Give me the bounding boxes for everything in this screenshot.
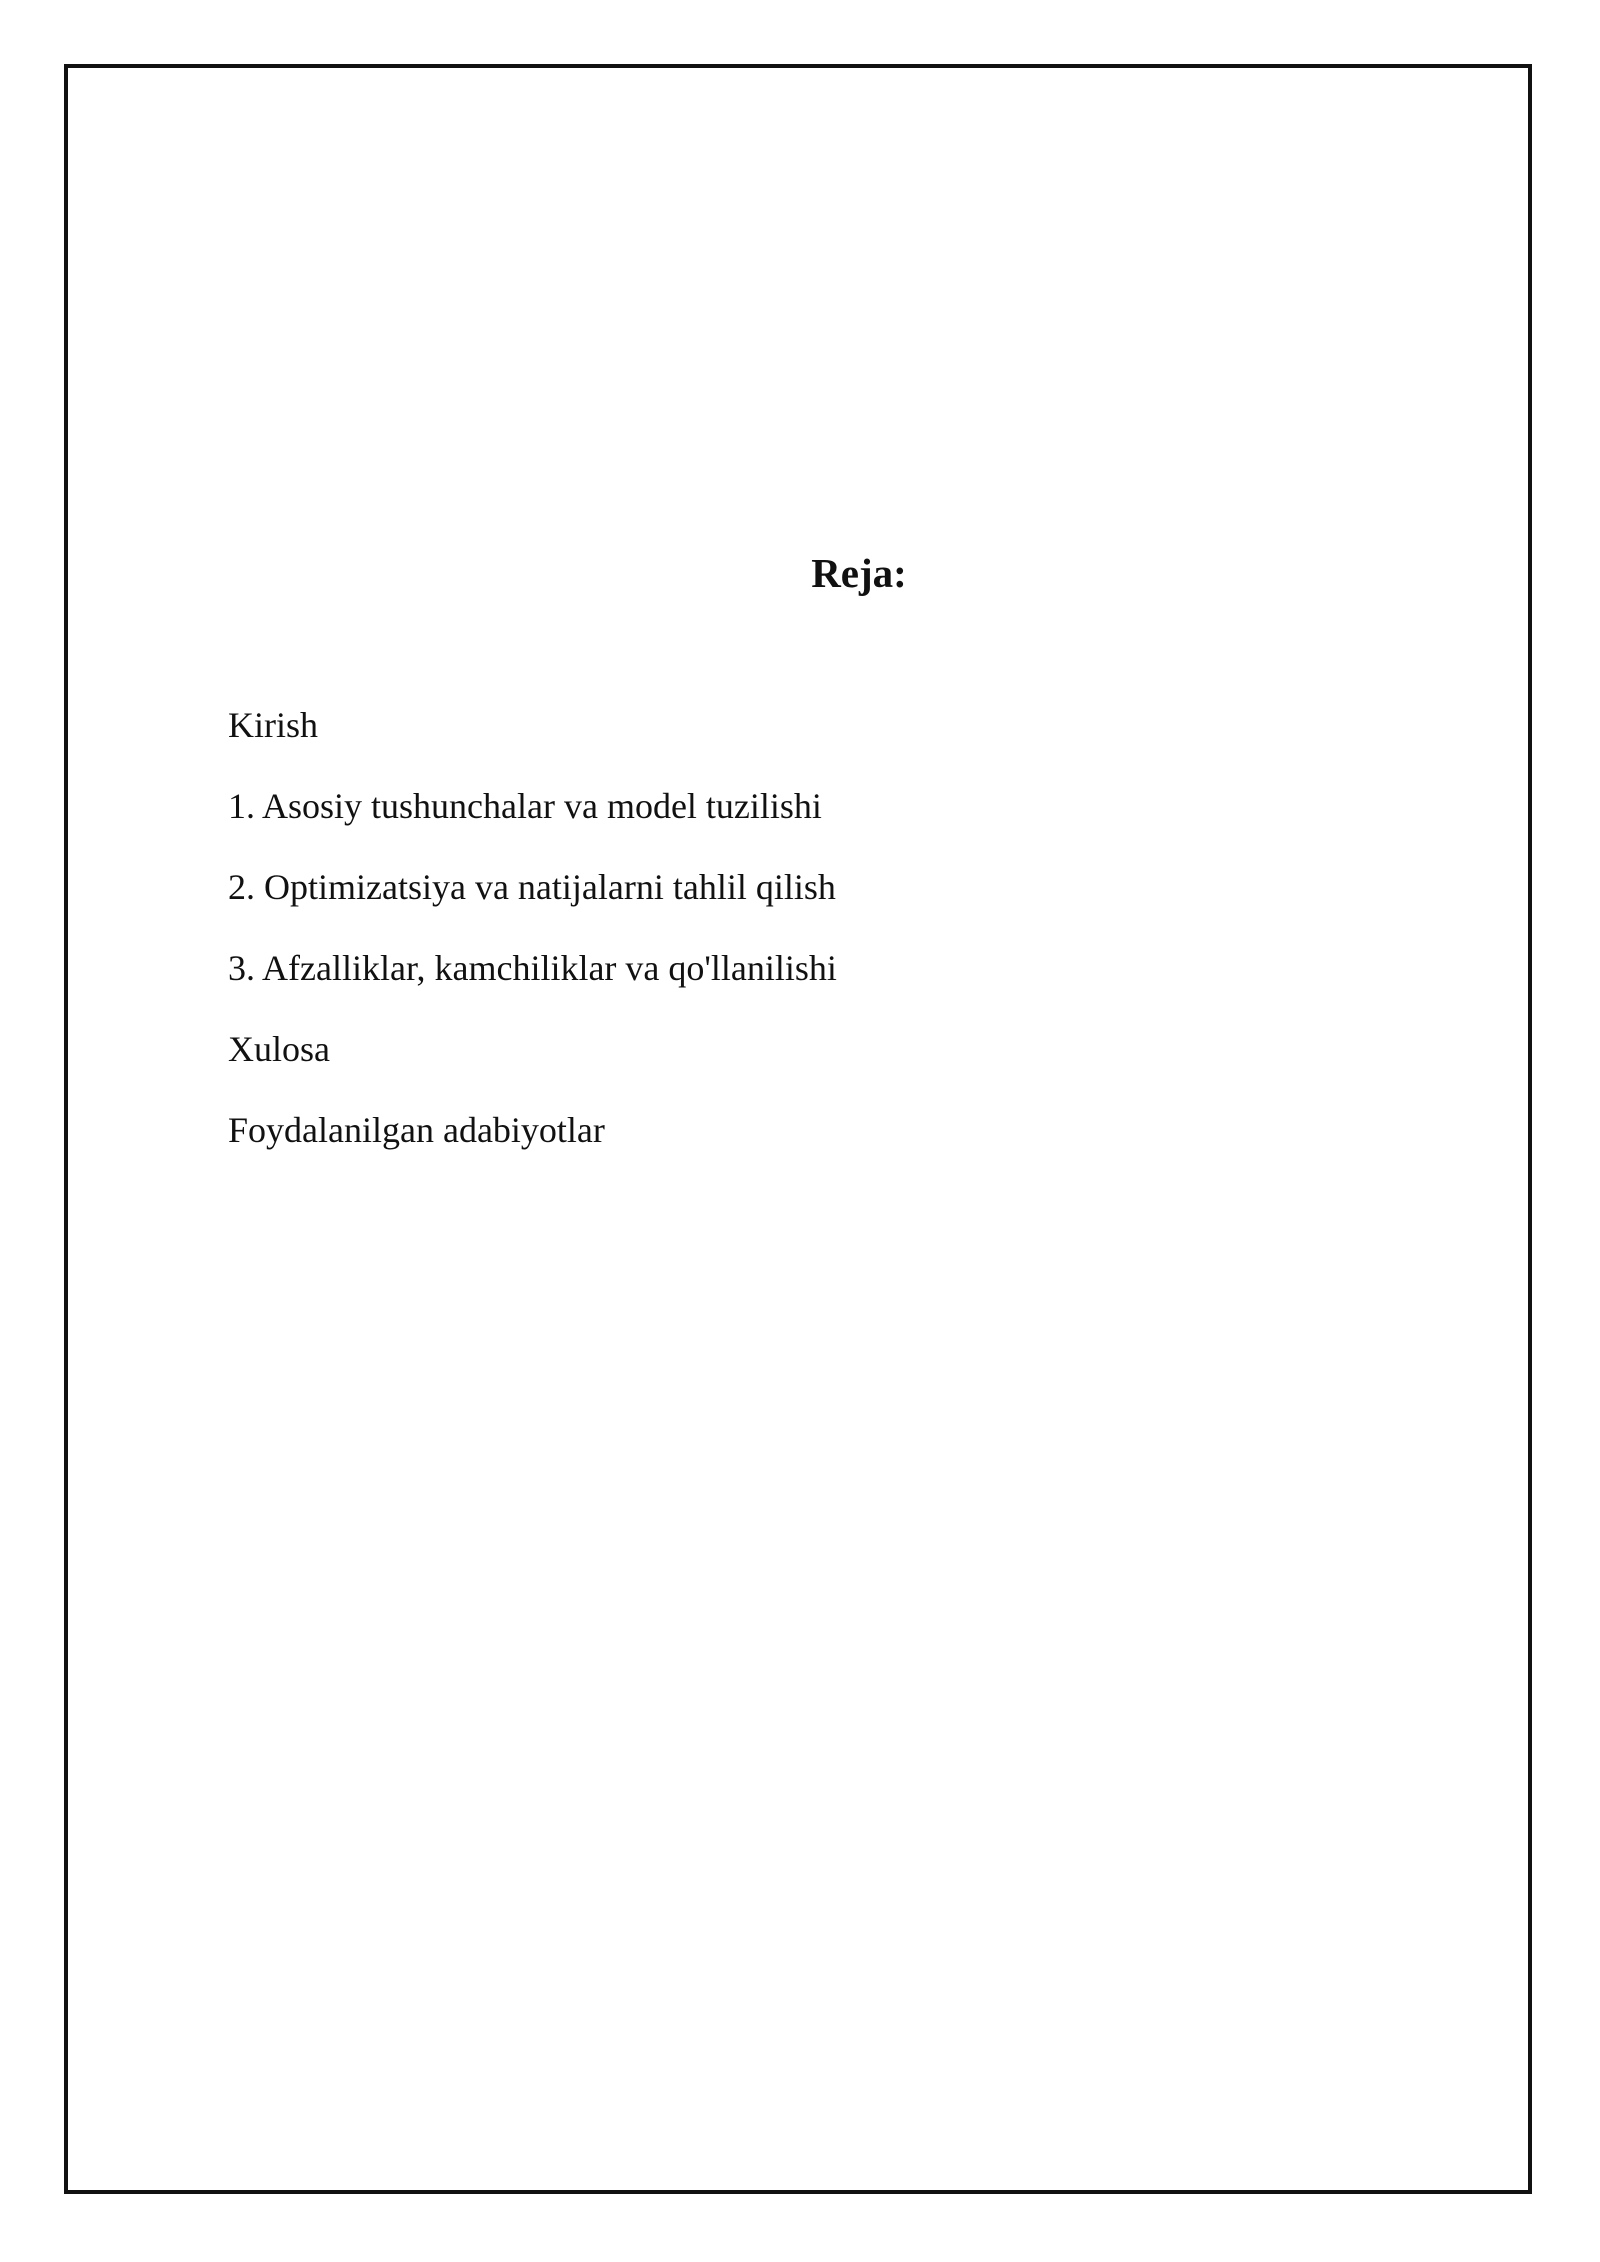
plan-item-conclusion: Xulosa xyxy=(228,1029,330,1069)
plan-item-references: Foydalanilgan adabiyotlar xyxy=(228,1110,605,1150)
plan-item-section-1: 1. Asosiy tushunchalar va model tuzilishi xyxy=(228,786,822,826)
plan-item-introduction: Kirish xyxy=(228,705,318,745)
plan-list xyxy=(228,700,837,1186)
page-title: Reja: xyxy=(811,550,907,596)
plan-item-section-2: 2. Optimizatsiya va natijalarni tahlil qilish xyxy=(228,867,836,907)
plan-item-section-3: 3. Afzalliklar, kamchiliklar va qo'llanilishi xyxy=(228,948,837,988)
